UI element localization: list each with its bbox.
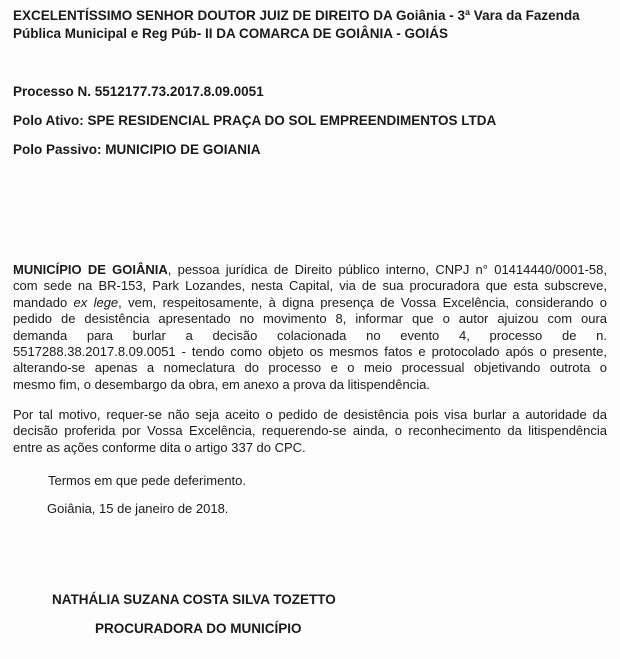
body-line: com sede na BR-153, Park Lozandes, nesta Capital, via de sua procuradora que esta subscreve, [13,278,607,294]
body-line: entre as ações conforme dita o artigo 337 do CPC. [13,439,306,455]
body-line-text: , vem, respeitosamente, à digna presença de Vossa Excelência, considerando o [118,294,608,310]
body-line: demanda para burlar a decisão colacionada no evento 4, processo de n. [13,327,607,343]
body-line: alterando-se apenas a nomeclatura do processo e o meio processual objetivando outrota o [13,360,607,376]
body-paragraph-2 [13,407,607,456]
court-header [13,7,607,42]
body-line: mesmo fim, o desembargo da obra, em anexo a prova da litispendência. [13,376,430,392]
latin-term-italic: ex lege [73,294,119,310]
body-line [13,295,607,311]
body-line: decisão proferida por Vossa Excelência, requerendo-se ainda, o reconhecimento da litispendência [13,423,607,439]
body-line-text: , pessoa jurídica de Direito público interno, CNPJ n° 01414440/0001-58, [167,262,607,277]
body-line: Por tal motivo, requer-se não seja aceito o pedido de desistência pois visa burlar a autoridade da [13,407,607,422]
body-line: pedido de desistência apresentado no movimento 8, informar que o autor ajuizou com oura [13,311,607,327]
closing-terms: Termos em que pede deferimento. [48,473,246,488]
signature-role: PROCURADORA DO MUNICÍPIO [95,621,302,636]
body-paragraph-1 [13,262,607,393]
process-number: Processo N. 5512177.73.2017.8.09.0051 [13,84,264,99]
closing-place-date: Goiânia, 15 de janeiro de 2018. [47,501,229,516]
party-name-bold: MUNICÍPIO DE GOIÂNIA [13,262,168,277]
signature-name: NATHÁLIA SUZANA COSTA SILVA TOZETTO [52,592,336,607]
body-line: 5517288.38.2017.8.09.0051 - tendo como objeto os mesmos fatos e protocolado após o presente, [13,344,607,360]
body-line [13,262,607,278]
court-header-line-1: EXCELENTÍSSIMO SENHOR DOUTOR JUIZ DE DIREITO DA Goiânia - 3ª Vara da Fazenda [13,8,580,23]
court-header-line-2: Pública Municipal e Reg Púb- II DA COMARCA DE GOIÂNIA - GOIÁS [13,25,449,41]
polo-passivo: Polo Passivo: MUNICIPIO DE GOIANIA [13,142,261,157]
polo-ativo: Polo Ativo: SPE RESIDENCIAL PRAÇA DO SOL EMPREENDIMENTOS LTDA [13,113,497,128]
body-line-text: mandado [13,294,74,310]
